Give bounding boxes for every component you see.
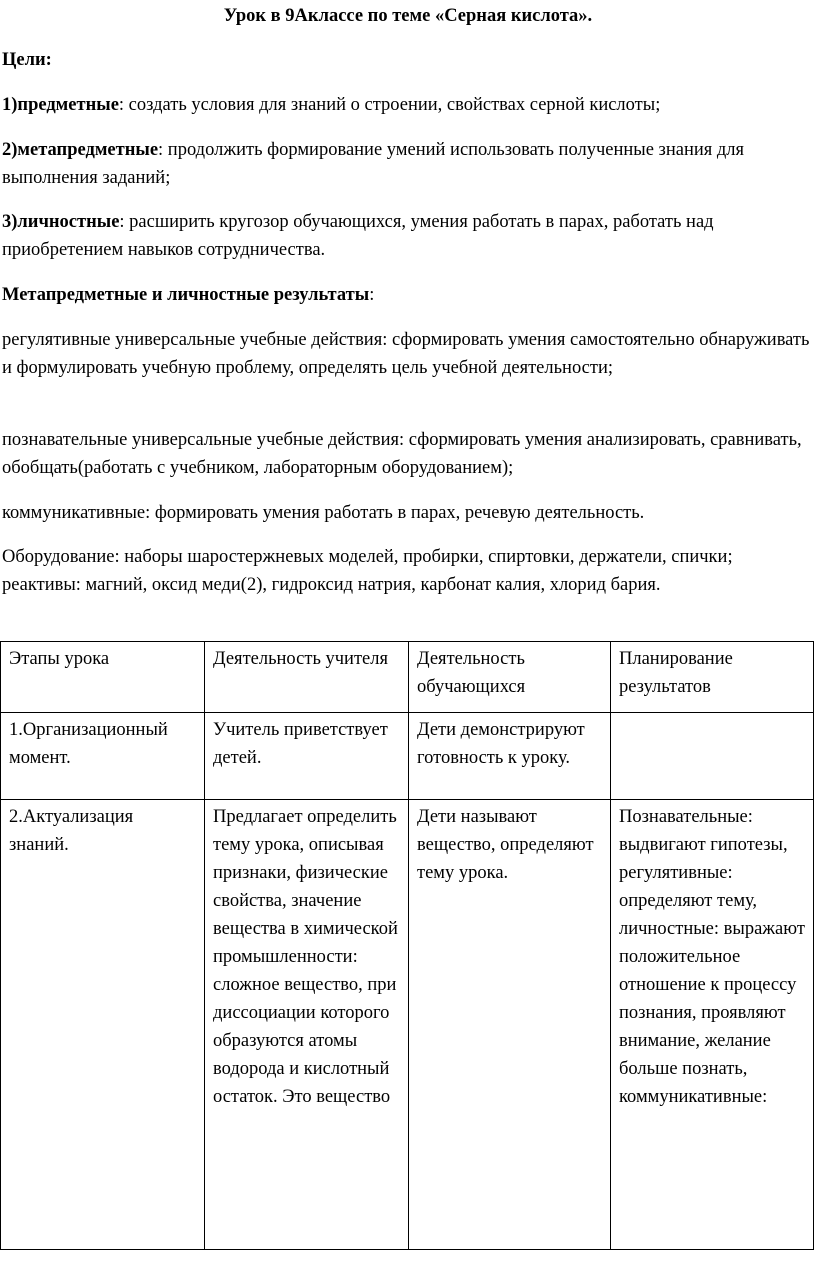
document-title: Урок в 9Аклассе по теме «Серная кислота».: [223, 6, 593, 26]
equipment-text: Оборудование: наборы шаростержневых моделей, пробирки, спиртовки, держатели, спички; реактивы: магний, оксид меди(2), гидроксид натрия, карбонат калия, хлорид бария.: [2, 547, 733, 595]
results-heading-text: Метапредметные и личностные результаты: [2, 285, 370, 305]
table-header-row: [1, 642, 814, 713]
goal-metasubject-text: : продолжить формирование умений использовать полученные знания для выполнения заданий;: [2, 140, 745, 188]
result-communicative: коммуникативные: формировать умения работать в парах, речевую деятельность.: [2, 503, 645, 523]
goal-metasubject-label: 2)метапредметные: [2, 140, 159, 160]
goal-personal-text: : расширить кругозор обучающихся, умения работать в парах, работать над приобретением навыков сотрудничества.: [2, 212, 714, 260]
results-heading-colon: :: [369, 285, 375, 305]
header-cell-teacher: Деятельность учителя: [205, 642, 409, 713]
goal-personal: [2, 208, 812, 264]
table-cell: Учитель приветствует детей.: [205, 713, 409, 800]
goal-subject: [2, 91, 812, 119]
table-row: [1, 800, 814, 1250]
results-heading: [2, 281, 812, 309]
header-cell-stages: Этапы урока: [1, 642, 205, 713]
table-cell: Предлагает определить тему урока, описывая признаки, физические свойства, значение вещества в химической промышленности: сложное вещество, при диссоциации которого образуются атомы водорода и кислотный остаток. Это вещество: [205, 800, 409, 1250]
lesson-plan-table: [0, 641, 814, 1250]
goals-heading: Цели:: [2, 50, 52, 70]
goal-subject-label: 1)предметные: [2, 95, 119, 115]
result-regulatory: регулятивные универсальные учебные действия: сформировать умения самостоятельно обнаруживать и формулировать учебную проблему, определять цель учебной деятельности;: [2, 330, 810, 378]
header-cell-results: Планирование результатов: [611, 642, 814, 713]
table-cell: 1.Организационный момент.: [1, 713, 205, 800]
table-cell: Познавательные: выдвигают гипотезы, регулятивные: определяют тему, личностные: выражают положительное отношение к процессу познания, проявляют внимание, желание больше познать, коммуникативные:: [611, 800, 814, 1250]
goal-metasubject: [2, 136, 812, 192]
table-cell: Дети демонстрируют готовность к уроку.: [409, 713, 611, 800]
table-row: [1, 713, 814, 800]
result-cognitive: познавательные универсальные учебные действия: сформировать умения анализировать, сравнивать, обобщать(работать с учебником, лабораторным оборудованием);: [2, 430, 802, 478]
goal-subject-text: : создать условия для знаний о строении, свойствах серной кислоты;: [118, 95, 661, 115]
goal-personal-label: 3)личностные: [2, 212, 120, 232]
table-cell: [611, 713, 814, 800]
header-cell-students: Деятельность обучающихся: [409, 642, 611, 713]
table-cell: Дети называют вещество, определяют тему урока.: [409, 800, 611, 1250]
table-cell: 2.Актуализация знаний.: [1, 800, 205, 1250]
